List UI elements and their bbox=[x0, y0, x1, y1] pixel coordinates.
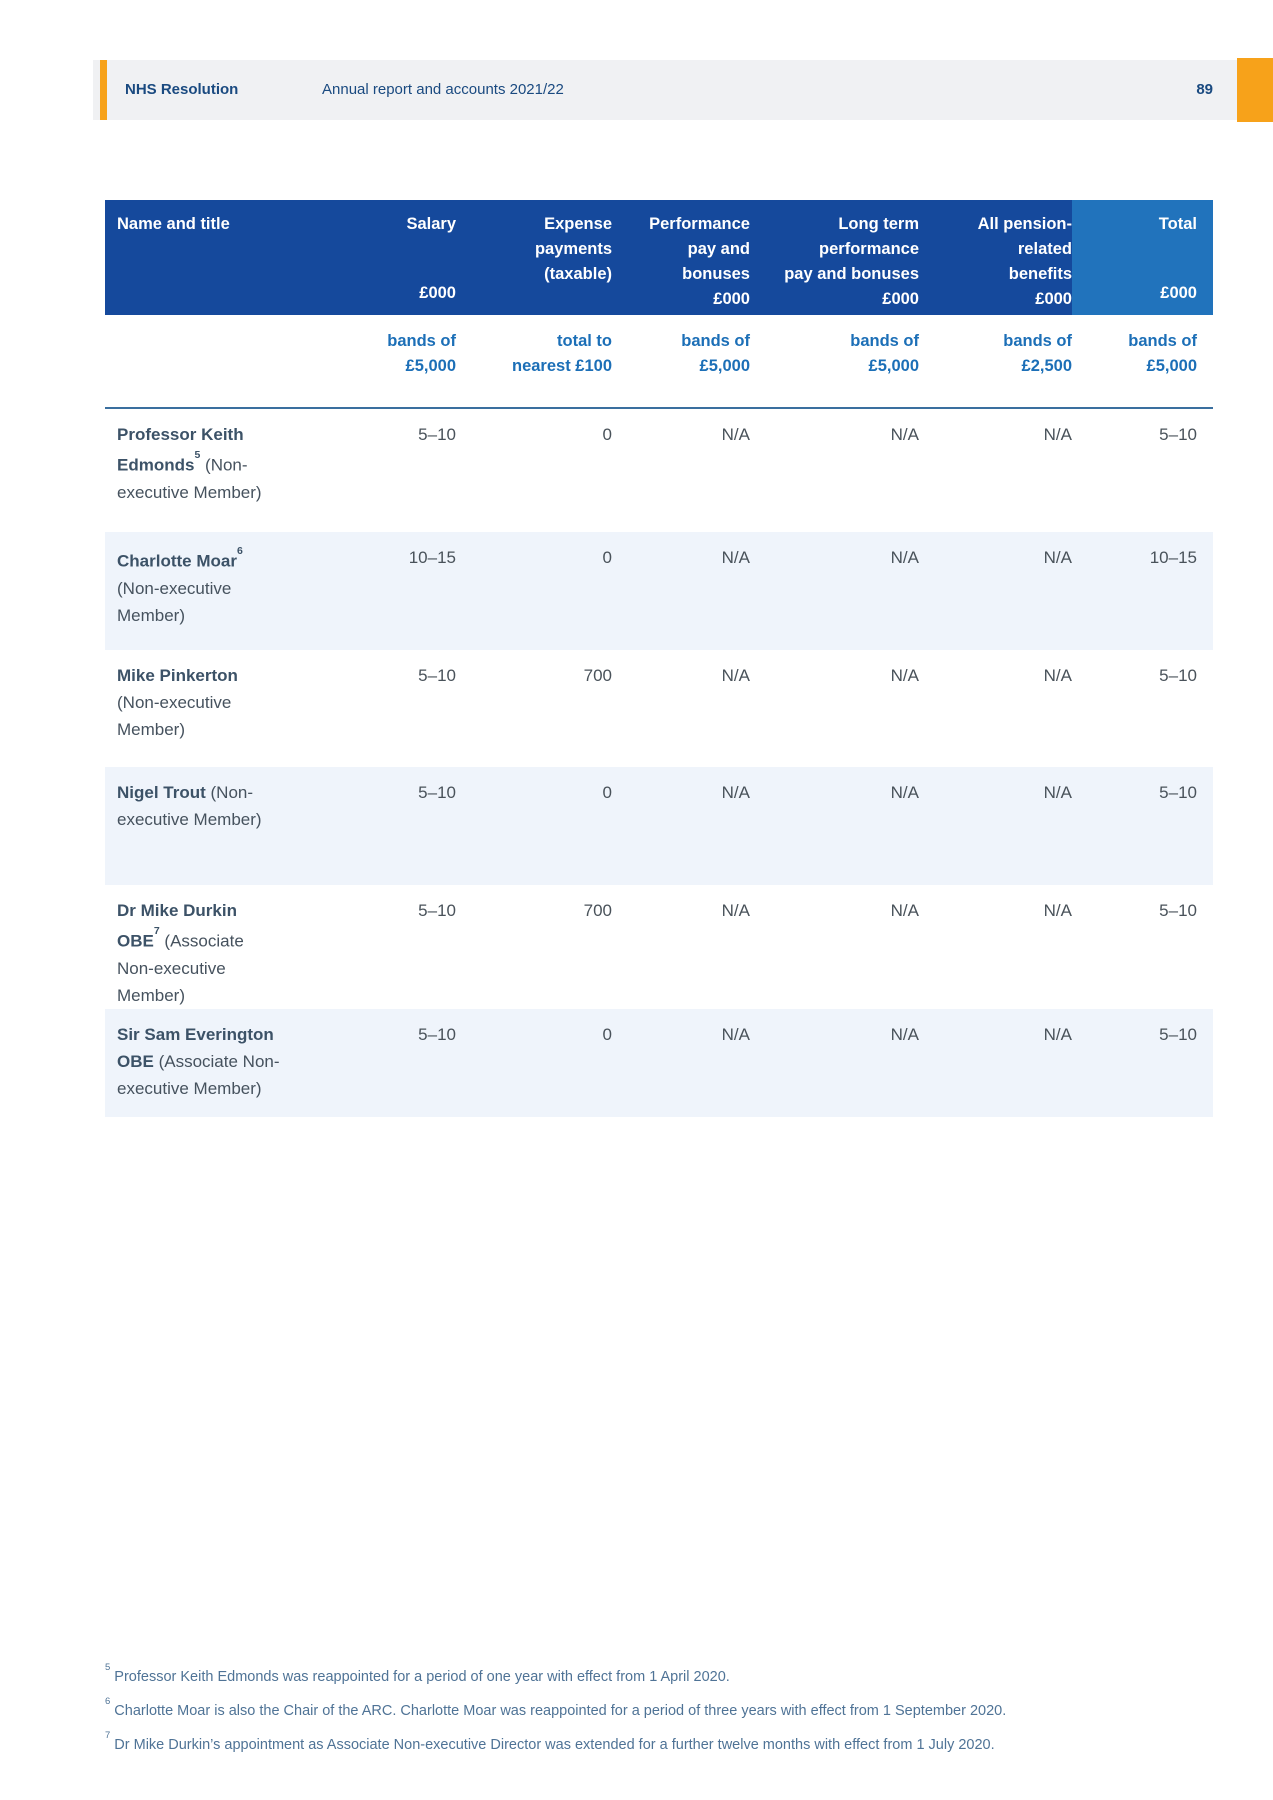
header-unit: £000 bbox=[1035, 290, 1072, 308]
header-line: Total bbox=[1158, 215, 1197, 233]
header-line: bonuses bbox=[682, 265, 750, 283]
header-line: All pension- bbox=[977, 215, 1072, 233]
subheader-line: bands of bbox=[1003, 332, 1072, 350]
name-cell bbox=[105, 532, 335, 650]
header-line: pay and bonuses bbox=[784, 265, 919, 283]
value-cell-longterm: N/A bbox=[890, 666, 919, 685]
table-row bbox=[105, 885, 1213, 1009]
header-line: Long term bbox=[838, 215, 919, 233]
header-line: related bbox=[1017, 240, 1072, 258]
subheader-line: bands of bbox=[850, 332, 919, 350]
member-name: Charlotte Moar bbox=[117, 551, 237, 571]
value-cell-total: 10–15 bbox=[1149, 548, 1197, 567]
value-cell-expense: 0 bbox=[602, 783, 612, 802]
header-line: Salary bbox=[406, 215, 456, 233]
subheader-cell-longterm bbox=[750, 315, 919, 407]
value-cell-expense: 0 bbox=[602, 425, 612, 444]
subheader-line: £5,000 bbox=[405, 357, 456, 375]
header-cell-performance bbox=[612, 200, 750, 315]
footnote-6-text: Charlotte Moar is also the Chair of the ARC. Charlotte Moar was reappointed for a period of three years with effect from 1 September 2020. bbox=[114, 1702, 1007, 1719]
header-cell-total bbox=[1072, 200, 1213, 315]
name-cell bbox=[105, 885, 335, 1009]
footnotes bbox=[105, 1658, 1205, 1759]
value-cell-expense: 700 bbox=[583, 901, 612, 920]
name-footnote-marker: 5 bbox=[194, 449, 201, 461]
name-cell bbox=[105, 767, 335, 885]
subheader-cell-expense bbox=[456, 315, 612, 407]
header-line: payments bbox=[534, 240, 612, 258]
member-name: Sir Sam Everington OBE bbox=[117, 1025, 274, 1071]
member-role: (Non-executive Member) bbox=[117, 783, 262, 829]
value-cell-pension: N/A bbox=[1043, 548, 1072, 567]
header-cell-expense bbox=[456, 200, 612, 315]
subheader-line: nearest £100 bbox=[512, 357, 612, 375]
header-line: Performance bbox=[649, 215, 750, 233]
name-footnote-marker: 6 bbox=[236, 545, 243, 557]
header-cell-lines bbox=[1072, 212, 1197, 237]
page-number: 89 bbox=[1196, 81, 1213, 98]
value-cell-longterm: N/A bbox=[890, 783, 919, 802]
name-cell bbox=[105, 1009, 335, 1117]
value-cell-salary: 5–10 bbox=[418, 901, 456, 920]
member-name: Dr Mike Durkin OBE bbox=[117, 901, 237, 951]
footnote-5-text: Professor Keith Edmonds was reappointed for a period of one year with effect from 1 April 2020. bbox=[114, 1668, 730, 1685]
subheader-cell-pension bbox=[919, 315, 1072, 407]
header-cell-longterm bbox=[750, 200, 919, 315]
value-cell-longterm: N/A bbox=[890, 1025, 919, 1044]
subheader-line: total to bbox=[557, 332, 612, 350]
member-role: (Associate Non-executive Member) bbox=[117, 931, 244, 1005]
subheader-cell-performance bbox=[612, 315, 750, 407]
value-cell-pension: N/A bbox=[1043, 1025, 1072, 1044]
footnote-5 bbox=[105, 1658, 1205, 1692]
table-row bbox=[105, 650, 1213, 767]
subheader-cell-salary bbox=[335, 315, 456, 407]
header-cell-salary bbox=[335, 200, 456, 315]
value-cell-longterm: N/A bbox=[890, 548, 919, 567]
subheader-line: £2,500 bbox=[1021, 357, 1072, 375]
header-cell-lines bbox=[750, 212, 919, 287]
header-cell-name bbox=[105, 200, 335, 315]
value-cell-pension: N/A bbox=[1043, 901, 1072, 920]
member-role: (Non-executive Member) bbox=[117, 455, 262, 502]
table-body bbox=[105, 409, 1213, 1117]
value-cell-pension: N/A bbox=[1043, 783, 1072, 802]
table-row bbox=[105, 1009, 1213, 1117]
header-line: Expense bbox=[544, 215, 612, 233]
value-cell-performance: N/A bbox=[721, 425, 750, 444]
table-row bbox=[105, 532, 1213, 650]
subheader-line: bands of bbox=[387, 332, 456, 350]
subheader-line: £5,000 bbox=[1146, 357, 1197, 375]
value-cell-total: 5–10 bbox=[1159, 901, 1197, 920]
header-cell-lines bbox=[117, 212, 335, 237]
orange-accent-bar bbox=[100, 60, 107, 120]
member-name: Nigel Trout bbox=[117, 783, 206, 802]
footnote-6 bbox=[105, 1692, 1205, 1726]
subheader-line: £5,000 bbox=[699, 357, 750, 375]
subheader-line: £5,000 bbox=[868, 357, 919, 375]
subheader-cell-name bbox=[105, 315, 335, 407]
member-name: Mike Pinkerton bbox=[117, 666, 238, 685]
value-cell-expense: 0 bbox=[602, 1025, 612, 1044]
value-cell-total: 5–10 bbox=[1159, 425, 1197, 444]
value-cell-performance: N/A bbox=[721, 901, 750, 920]
report-title: Annual report and accounts 2021/22 bbox=[322, 81, 564, 98]
member-role: (Non-executive Member) bbox=[117, 693, 232, 739]
header-line: benefits bbox=[1008, 265, 1072, 283]
header-line: pay and bbox=[687, 240, 750, 258]
footnote-7 bbox=[105, 1726, 1205, 1760]
value-cell-pension: N/A bbox=[1043, 425, 1072, 444]
header-unit: £000 bbox=[713, 290, 750, 308]
value-cell-salary: 5–10 bbox=[418, 783, 456, 802]
table-header-row bbox=[105, 200, 1213, 315]
orange-corner-block bbox=[1237, 58, 1273, 122]
value-cell-total: 5–10 bbox=[1159, 666, 1197, 685]
value-cell-salary: 5–10 bbox=[418, 666, 456, 685]
value-cell-salary: 10–15 bbox=[408, 548, 456, 567]
remuneration-table bbox=[105, 200, 1213, 1117]
footnote-6-marker: 6 bbox=[105, 1695, 111, 1707]
value-cell-salary: 5–10 bbox=[418, 425, 456, 444]
header-line: Name and title bbox=[117, 215, 230, 233]
header-cell-pension bbox=[919, 200, 1072, 315]
header-cell-lines bbox=[456, 212, 612, 287]
value-cell-total: 5–10 bbox=[1159, 783, 1197, 802]
footnote-5-marker: 5 bbox=[105, 1662, 111, 1673]
header-cell-lines bbox=[919, 212, 1072, 287]
name-footnote-marker: 7 bbox=[153, 925, 160, 937]
header-unit: £000 bbox=[419, 284, 456, 302]
name-cell bbox=[105, 650, 335, 767]
table-subheader-row bbox=[105, 315, 1213, 409]
value-cell-expense: 0 bbox=[602, 548, 612, 567]
footnote-7-marker: 7 bbox=[105, 1729, 111, 1741]
header-line: performance bbox=[819, 240, 919, 258]
member-name: Professor Keith Edmonds bbox=[117, 425, 244, 475]
value-cell-performance: N/A bbox=[721, 1025, 750, 1044]
name-cell bbox=[105, 409, 335, 532]
header-line: (taxable) bbox=[544, 265, 612, 283]
table-row bbox=[105, 409, 1213, 532]
value-cell-total: 5–10 bbox=[1159, 1025, 1197, 1044]
table-row bbox=[105, 767, 1213, 885]
value-cell-salary: 5–10 bbox=[418, 1025, 456, 1044]
value-cell-performance: N/A bbox=[721, 783, 750, 802]
header-cell-lines bbox=[612, 212, 750, 287]
footnote-7-text: Dr Mike Durkin’s appointment as Associate Non-executive Director was extended for a further twelve months with effect from 1 July 2020. bbox=[114, 1736, 995, 1753]
value-cell-longterm: N/A bbox=[890, 425, 919, 444]
member-role: (Non-executive Member) bbox=[117, 578, 232, 625]
subheader-cell-total bbox=[1072, 315, 1213, 407]
brand-name: NHS Resolution bbox=[125, 81, 239, 98]
value-cell-expense: 700 bbox=[583, 666, 612, 685]
value-cell-longterm: N/A bbox=[890, 901, 919, 920]
subheader-line: bands of bbox=[1128, 332, 1197, 350]
value-cell-performance: N/A bbox=[721, 548, 750, 567]
header-unit: £000 bbox=[1160, 284, 1197, 302]
page-header-band bbox=[93, 60, 1237, 120]
member-role: (Associate Non-executive Member) bbox=[117, 1052, 280, 1098]
value-cell-pension: N/A bbox=[1043, 666, 1072, 685]
subheader-line: bands of bbox=[681, 332, 750, 350]
value-cell-performance: N/A bbox=[721, 666, 750, 685]
header-cell-lines bbox=[335, 212, 456, 237]
header-unit: £000 bbox=[882, 290, 919, 308]
